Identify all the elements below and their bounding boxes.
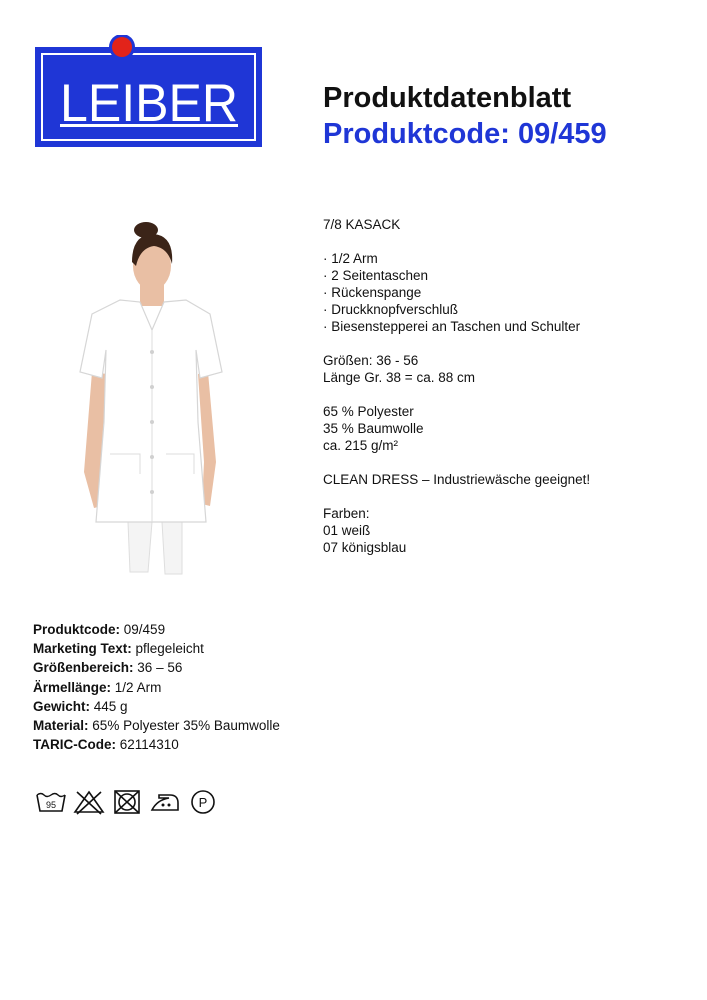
- spec-row: [33, 678, 280, 697]
- size-info: [323, 352, 693, 386]
- feature-list: [323, 250, 693, 335]
- feature-item: · 1/2 Arm: [323, 251, 378, 266]
- color-item: 01 weiß: [323, 523, 371, 538]
- leiber-logo: [33, 35, 264, 149]
- spec-value: 36 – 56: [137, 660, 183, 676]
- material-info: [323, 403, 693, 454]
- spec-row: [33, 735, 280, 754]
- wash-95-icon: [35, 789, 67, 815]
- spec-row: [33, 639, 280, 658]
- iron-two-dots-icon: [149, 789, 181, 815]
- spec-value: 1/2 Arm: [114, 679, 162, 695]
- material-line: 35 % Baumwolle: [323, 421, 424, 436]
- fabric-weight: ca. 215 g/m²: [323, 438, 399, 453]
- spec-list: [33, 620, 280, 754]
- colors-heading: Farben:: [323, 506, 370, 521]
- spec-row: [33, 658, 280, 677]
- spec-value: 62114310: [119, 737, 179, 753]
- color-info: [323, 505, 693, 556]
- spec-row: [33, 620, 280, 639]
- spec-label: Produktcode:: [33, 622, 121, 637]
- feature-item: · Rückenspange: [323, 285, 422, 300]
- spec-value: pflegeleicht: [135, 641, 204, 657]
- material-line: 65 % Polyester: [323, 404, 414, 419]
- spec-label: Ärmellänge:: [33, 679, 112, 695]
- no-bleach-icon: [73, 789, 105, 815]
- product-description: [323, 216, 693, 573]
- product-photo: [70, 222, 235, 577]
- size-range: Größen: 36 - 56: [323, 353, 419, 368]
- care-note: CLEAN DRESS – Industriewäsche geeignet!: [323, 472, 591, 487]
- spec-label: Marketing Text:: [33, 641, 132, 657]
- product-name: 7/8 KASACK: [323, 217, 401, 232]
- length-info: Länge Gr. 38 = ca. 88 cm: [323, 370, 475, 385]
- spec-row: [33, 697, 280, 716]
- spec-label: TARIC-Code:: [33, 737, 116, 753]
- feature-item: · Biesenstepperei an Taschen und Schulter: [323, 319, 581, 334]
- feature-item: · Druckknopfverschluß: [323, 302, 459, 317]
- spec-value: 445 g: [93, 698, 128, 714]
- wash-temp: 95: [45, 800, 57, 810]
- feature-item: · 2 Seitentaschen: [323, 268, 429, 283]
- spec-value: 09/459: [123, 622, 166, 637]
- spec-label: Größenbereich:: [33, 660, 134, 676]
- no-tumble-dry-icon: [111, 789, 143, 815]
- dry-clean-p-icon: [187, 789, 219, 815]
- product-code-title: Produktcode: 09/459: [323, 118, 607, 150]
- color-item: 07 königsblau: [323, 540, 407, 555]
- spec-value: 65% Polyester 35% Baumwolle: [92, 718, 280, 734]
- spec-label: Material:: [33, 718, 89, 734]
- logo-text: LEIBER: [60, 74, 238, 133]
- page-title: Produktdatenblatt: [323, 82, 572, 114]
- care-symbols: [35, 789, 219, 815]
- spec-label: Gewicht:: [33, 698, 91, 714]
- spec-row: [33, 716, 280, 735]
- dry-clean-letter: P: [198, 795, 208, 810]
